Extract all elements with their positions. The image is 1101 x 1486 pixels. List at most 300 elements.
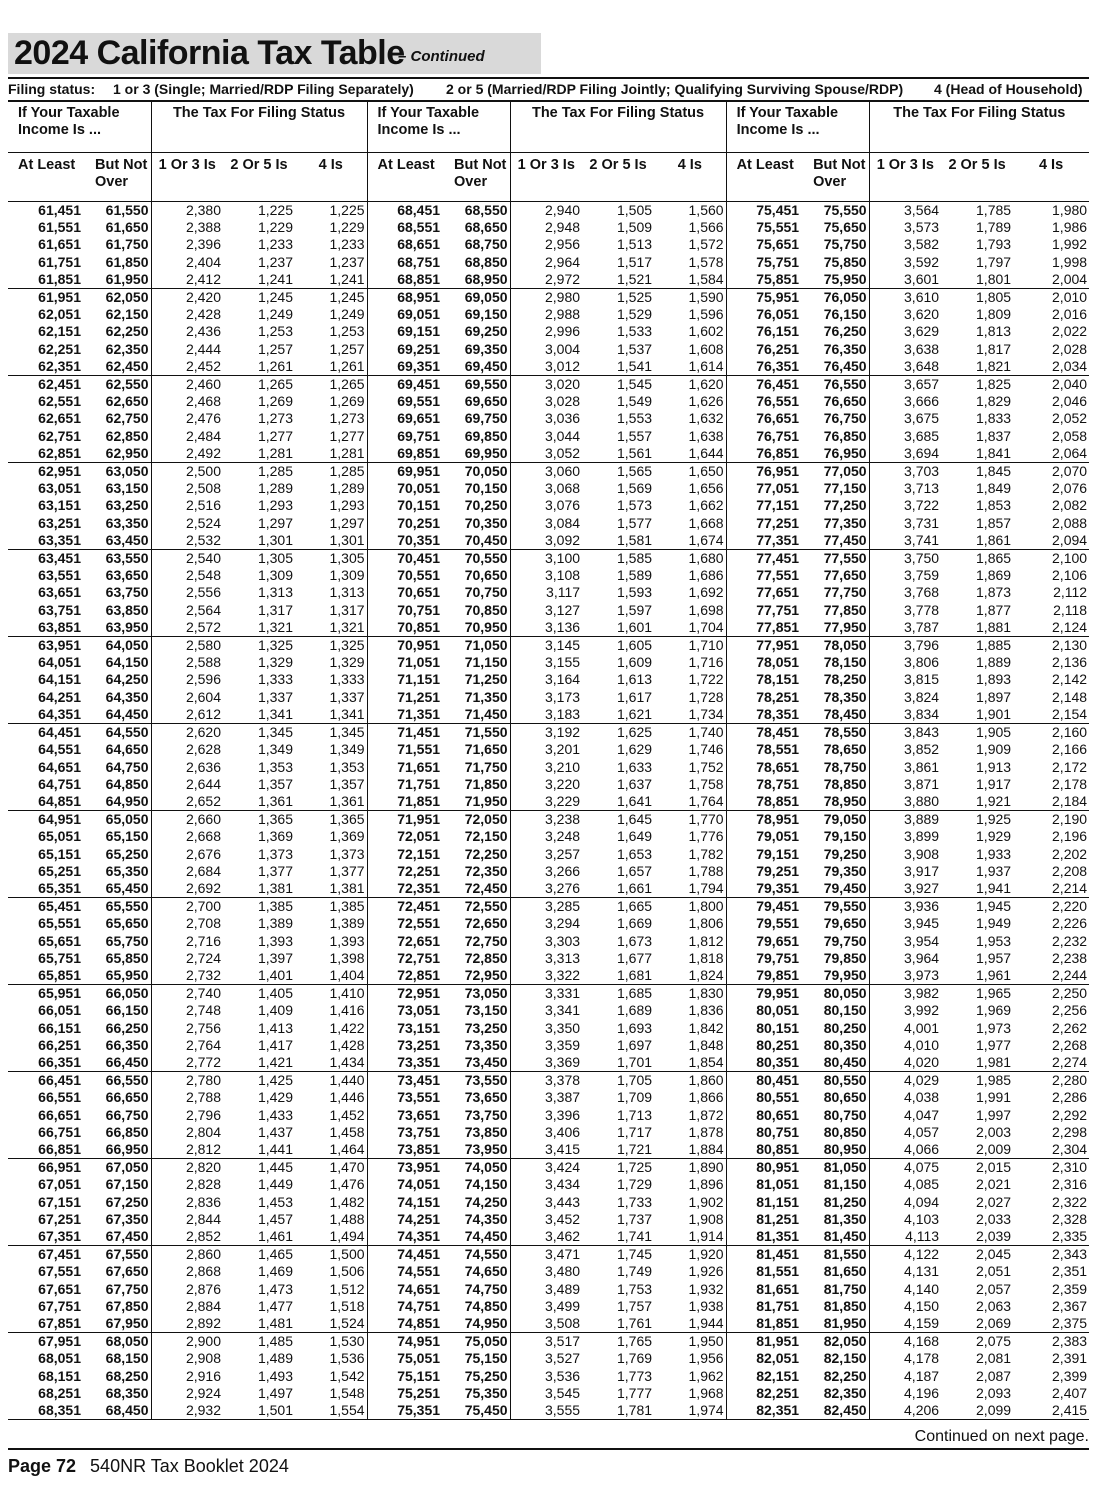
- tax-status-4-cell: 1,752: [688, 758, 724, 775]
- but-not-over-cell: 81,850: [823, 1297, 867, 1314]
- tax-status-4-cell: 1,722: [688, 671, 724, 688]
- tax-status-4-cell: 1,321: [329, 618, 365, 635]
- tax-status-4-cell: 1,860: [654, 1072, 726, 1090]
- tax-status-4-cell: 1,269: [329, 393, 365, 410]
- tax-status-2-5-cell: 1,461: [257, 1227, 293, 1244]
- tax-status-1-3-cell: 3,462: [510, 1228, 582, 1246]
- tax-status-4-cell: 1,770: [654, 811, 726, 829]
- tax-status-4-cell: 1,848: [688, 1036, 724, 1053]
- tax-status-2-5-cell: 2,027: [976, 1193, 1012, 1210]
- tax-status-2-5-cell: 1,625: [582, 724, 654, 742]
- tax-status-1-3-cell: 3,068: [510, 480, 582, 497]
- tax-status-2-5-cell: 1,237: [257, 253, 293, 270]
- tax-status-1-3-cell: 3,843: [869, 724, 941, 742]
- tax-status-2-5-cell: 2,003: [976, 1123, 1012, 1140]
- at-least-cell: 62,351: [38, 357, 81, 374]
- but-not-over-cell: 63,150: [105, 480, 149, 497]
- tax-status-4-cell: 1,698: [688, 601, 724, 618]
- but-not-over-cell: 62,950: [105, 444, 149, 461]
- filing-status-option-2: 2 or 5 (Married/RDP Filing Jointly; Qualifying Surviving Spouse/RDP): [446, 81, 904, 97]
- tax-status-4-cell: 1,482: [329, 1193, 365, 1210]
- tax-status-2-5-cell: 1,305: [223, 550, 295, 568]
- tax-status-4-cell: 2,178: [1052, 775, 1088, 792]
- at-least-cell: 74,651: [367, 1281, 444, 1298]
- table-row: [8, 1368, 1089, 1385]
- tax-status-2-5-cell: 1,473: [257, 1280, 293, 1297]
- at-least-cell: 77,351: [726, 532, 803, 550]
- at-least-cell: 79,251: [726, 863, 803, 880]
- but-not-over-cell: 61,550: [105, 202, 149, 218]
- but-not-over-cell: 69,150: [464, 306, 508, 323]
- tax-status-4-cell: 1,932: [688, 1280, 724, 1297]
- but-not-over-cell: 71,950: [464, 792, 508, 809]
- at-least-cell: 66,551: [38, 1089, 81, 1106]
- at-least-cell: 62,551: [38, 393, 81, 410]
- tax-status-4-cell: 2,244: [1052, 966, 1088, 983]
- but-not-over-cell: 65,550: [85, 898, 151, 916]
- at-least-cell: 73,051: [367, 1002, 444, 1019]
- tax-status-1-3-cell: 3,666: [869, 393, 941, 410]
- but-not-over-cell: 68,450: [85, 1402, 151, 1420]
- tax-status-4-cell: 2,022: [1052, 323, 1088, 340]
- but-not-over-cell: 75,350: [464, 1384, 508, 1401]
- table-row: [8, 532, 1089, 550]
- tax-status-2-5-cell: 1,865: [941, 550, 1013, 568]
- but-not-over-cell: 79,150: [823, 828, 867, 845]
- tax-status-4-cell: 2,040: [1013, 376, 1089, 394]
- tax-status-4-cell: 1,410: [295, 985, 367, 1003]
- tax-status-2-5-cell: 1,553: [616, 410, 653, 427]
- at-least-cell: 71,251: [367, 689, 444, 706]
- but-not-over-cell: 72,750: [464, 932, 508, 949]
- tax-status-1-3-cell: 3,834: [869, 706, 941, 724]
- tax-status-1-3-cell: 3,257: [510, 846, 582, 863]
- but-not-over-cell: 66,750: [105, 1106, 149, 1123]
- tax-status-4-cell: 1,980: [1052, 202, 1088, 218]
- but-not-over-cell: 74,150: [464, 1176, 508, 1193]
- filing-status-option-3: 4 (Head of Household): [934, 81, 1083, 97]
- at-least-cell: 64,451: [8, 724, 85, 742]
- tax-status-1-3-cell: 2,564: [151, 602, 223, 619]
- at-least-cell: 70,951: [367, 637, 444, 655]
- but-not-over-cell: 68,550: [464, 202, 508, 218]
- but-not-over-cell: 68,650: [464, 219, 508, 236]
- at-least-cell: 66,251: [38, 1036, 81, 1053]
- but-not-over-cell: 81,750: [823, 1280, 867, 1297]
- but-not-over-cell: 68,250: [105, 1367, 149, 1384]
- at-least-cell: 66,751: [38, 1123, 81, 1140]
- tax-status-2-5-cell: 2,051: [976, 1263, 1012, 1280]
- at-least-cell: 72,651: [367, 933, 444, 950]
- at-least-cell: 76,951: [726, 463, 803, 481]
- tax-status-1-3-cell: 2,540: [151, 550, 223, 568]
- tax-status-4-cell: 2,268: [1052, 1036, 1088, 1053]
- tax-status-4-cell: 1,434: [329, 1053, 365, 1070]
- tax-status-1-3-cell: 3,750: [869, 550, 941, 568]
- but-not-over-cell: 62,750: [105, 410, 149, 427]
- but-not-over-cell: 67,950: [105, 1315, 149, 1331]
- tax-status-2-5-cell: 1,929: [976, 828, 1012, 845]
- tax-status-4-cell: 1,644: [688, 444, 724, 461]
- but-not-over-cell: 75,550: [823, 202, 867, 218]
- tax-status-1-3-cell: 3,703: [869, 463, 941, 481]
- tax-status-4-cell: 1,878: [688, 1123, 724, 1140]
- tax-status-2-5-cell: 1,805: [941, 289, 1013, 307]
- tax-status-4-cell: 2,046: [1052, 393, 1088, 410]
- but-not-over-cell: 66,050: [85, 985, 151, 1003]
- but-not-over-cell: 79,650: [823, 915, 867, 932]
- table-row: [8, 323, 1089, 340]
- but-not-over-cell: 63,050: [85, 463, 151, 481]
- tax-status-2-5-cell: 1,573: [616, 497, 653, 514]
- tax-status-2-5-cell: 1,921: [976, 792, 1012, 809]
- tax-status-4-cell: 2,052: [1052, 410, 1088, 427]
- tax-status-2-5-cell: 1,869: [976, 567, 1012, 584]
- tax-status-2-5-cell: 1,817: [976, 340, 1012, 357]
- tax-status-2-5-cell: 1,801: [976, 270, 1012, 287]
- at-least-cell: 76,751: [726, 428, 803, 445]
- tax-status-4-cell: 2,064: [1052, 444, 1088, 461]
- tax-status-1-3-cell: 2,940: [510, 202, 582, 220]
- table-row: [8, 898, 1089, 916]
- tax-status-1-3-cell: 2,412: [151, 271, 223, 289]
- at-least-cell: 80,951: [726, 1159, 803, 1177]
- tax-status-2-5-cell: 1,345: [223, 724, 295, 742]
- but-not-over-cell: 79,950: [823, 966, 867, 983]
- at-least-cell: 67,751: [38, 1297, 81, 1314]
- tax-status-4-cell: 1,281: [329, 444, 365, 461]
- at-least-cell: 77,551: [726, 567, 803, 584]
- at-least-cell: 67,051: [38, 1176, 81, 1193]
- tax-status-4-cell: 1,325: [295, 637, 367, 655]
- at-least-cell: 77,851: [726, 619, 803, 637]
- tax-status-4-cell: 1,313: [329, 584, 365, 601]
- tax-status-2-5-cell: 1,301: [257, 531, 293, 548]
- at-least-cell: 63,951: [8, 637, 85, 655]
- tax-status-1-3-cell: 3,052: [510, 445, 582, 463]
- table-row: [8, 202, 1089, 220]
- tax-status-4-cell: 2,399: [1052, 1367, 1088, 1384]
- tax-status-1-3-cell: 3,908: [869, 846, 941, 863]
- tax-status-2-5-cell: 1,297: [257, 514, 293, 531]
- tax-status-1-3-cell: 4,103: [869, 1211, 941, 1228]
- at-least-cell: 72,451: [367, 898, 444, 916]
- tax-status-1-3-cell: 2,900: [151, 1333, 223, 1351]
- tax-status-1-3-cell: 2,660: [151, 811, 223, 829]
- tax-status-2-5-cell: 1,649: [616, 828, 653, 845]
- but-not-over-cell: 61,850: [105, 253, 149, 270]
- tax-status-1-3-cell: 3,564: [869, 202, 941, 220]
- tax-status-4-cell: 1,361: [329, 792, 365, 809]
- but-not-over-cell: 79,550: [803, 898, 869, 916]
- at-least-cell: 72,051: [367, 828, 444, 845]
- at-least-cell: 72,751: [367, 950, 444, 967]
- tax-status-1-3-cell: 3,973: [869, 967, 941, 985]
- tax-status-1-3-cell: 4,140: [869, 1281, 941, 1298]
- tax-status-2-5-cell: 1,873: [976, 584, 1012, 601]
- tax-table-body: [8, 202, 1089, 1420]
- tax-status-2-5-cell: 1,453: [257, 1193, 293, 1210]
- tax-status-1-3-cell: 2,812: [151, 1141, 223, 1159]
- tax-status-4-cell: 1,452: [329, 1106, 365, 1123]
- tax-status-4-cell: 1,237: [329, 253, 365, 270]
- tax-status-2-5-cell: 1,697: [616, 1036, 653, 1053]
- tax-status-1-3-cell: 2,636: [151, 759, 223, 776]
- tax-status-2-5-cell: 2,069: [976, 1315, 1012, 1331]
- tax-status-4-cell: 1,265: [295, 376, 367, 394]
- filing-status-label: Filing status:: [8, 81, 96, 97]
- but-not-over-header: But Not Over: [444, 153, 510, 202]
- tax-status-1-3-cell: 3,508: [510, 1315, 582, 1333]
- at-least-cell: 74,051: [367, 1176, 444, 1193]
- tax-status-2-5-cell: 1,729: [616, 1176, 653, 1193]
- at-least-cell: 67,451: [8, 1246, 85, 1264]
- tax-status-4-cell: 1,728: [688, 688, 724, 705]
- tax-status-4-cell: 1,253: [329, 323, 365, 340]
- tax-status-2-5-cell: 1,489: [257, 1350, 293, 1367]
- tax-status-2-5-cell: 1,701: [616, 1053, 653, 1070]
- tax-status-4-cell: 2,328: [1052, 1210, 1088, 1227]
- at-least-cell: 69,151: [367, 323, 444, 340]
- tax-status-1-3-cell: 2,652: [151, 793, 223, 811]
- but-not-over-cell: 71,850: [464, 775, 508, 792]
- tax-status-2-5-cell: 1,549: [616, 393, 653, 410]
- tax-status-4-cell: 1,512: [329, 1280, 365, 1297]
- at-least-cell: 68,851: [367, 271, 444, 289]
- tax-status-4-cell: 1,620: [654, 376, 726, 394]
- table-row: [8, 1263, 1089, 1280]
- but-not-over-cell: 78,850: [823, 775, 867, 792]
- but-not-over-cell: 80,850: [823, 1123, 867, 1140]
- but-not-over-cell: 63,650: [105, 567, 149, 584]
- at-least-cell: 67,151: [38, 1193, 81, 1210]
- at-least-cell: 61,751: [38, 253, 81, 270]
- at-least-cell: 64,951: [8, 811, 85, 829]
- tax-status-1-3-cell: 2,932: [151, 1402, 223, 1420]
- tax-status-2-5-cell: 1,561: [616, 444, 653, 461]
- tax-status-1-3-cell: 2,468: [151, 393, 223, 410]
- but-not-over-cell: 80,750: [823, 1106, 867, 1123]
- table-row: [8, 393, 1089, 410]
- status-4-header: 4 Is: [295, 153, 367, 202]
- status-2-5-header: 2 Or 5 Is: [941, 153, 1013, 202]
- table-row: [8, 1350, 1089, 1367]
- tax-status-4-cell: 1,926: [688, 1263, 724, 1280]
- at-least-cell: 80,651: [726, 1107, 803, 1124]
- tax-status-2-5-cell: 1,861: [976, 531, 1012, 548]
- but-not-over-cell: 78,750: [823, 758, 867, 775]
- but-not-over-cell: 71,250: [464, 671, 508, 688]
- tax-status-2-5-cell: 1,917: [976, 775, 1012, 792]
- tax-group-header: The Tax For Filing Status: [869, 102, 1089, 153]
- at-least-cell: 82,351: [726, 1402, 803, 1420]
- tax-status-2-5-cell: 1,397: [257, 949, 293, 966]
- tax-status-2-5-cell: 1,849: [976, 480, 1012, 497]
- but-not-over-cell: 81,050: [803, 1159, 869, 1177]
- but-not-over-cell: 63,550: [85, 550, 151, 568]
- at-least-cell: 63,051: [38, 480, 81, 497]
- at-least-cell: 73,851: [367, 1141, 444, 1159]
- at-least-cell: 79,451: [726, 898, 803, 916]
- tax-status-2-5-cell: 1,401: [257, 966, 293, 983]
- tax-status-1-3-cell: 2,500: [151, 463, 223, 481]
- tax-status-4-cell: 2,094: [1052, 531, 1088, 548]
- at-least-cell: 70,851: [367, 619, 444, 637]
- tax-status-2-5-cell: 1,409: [257, 1002, 293, 1019]
- tax-status-4-cell: 2,154: [1052, 705, 1088, 722]
- at-least-cell: 68,051: [38, 1350, 81, 1367]
- tax-status-4-cell: 2,280: [1013, 1072, 1089, 1090]
- tax-status-1-3-cell: 3,183: [510, 706, 582, 724]
- tax-status-2-5-cell: 1,753: [616, 1280, 653, 1297]
- tax-status-2-5-cell: 1,641: [616, 792, 653, 809]
- tax-status-2-5-cell: 1,629: [616, 741, 653, 758]
- at-least-cell: 65,351: [38, 879, 81, 896]
- tax-status-1-3-cell: 3,350: [510, 1020, 582, 1037]
- tax-status-1-3-cell: 2,972: [510, 271, 582, 289]
- status-1-3-header: 1 Or 3 Is: [510, 153, 582, 202]
- but-not-over-cell: 73,650: [464, 1089, 508, 1106]
- tax-status-2-5-cell: 1,361: [257, 792, 293, 809]
- tax-status-2-5-cell: 1,441: [257, 1140, 293, 1157]
- tax-status-2-5-cell: 1,765: [582, 1333, 654, 1351]
- tax-status-4-cell: 1,686: [688, 567, 724, 584]
- but-not-over-cell: 66,850: [105, 1123, 149, 1140]
- but-not-over-cell: 74,350: [464, 1210, 508, 1227]
- tax-status-4-cell: 1,656: [688, 480, 724, 497]
- but-not-over-cell: 63,250: [105, 497, 149, 514]
- tax-status-4-cell: 1,854: [688, 1053, 724, 1070]
- tax-status-2-5-cell: 1,253: [257, 323, 293, 340]
- table-row: [8, 497, 1089, 514]
- but-not-over-cell: 76,050: [803, 289, 869, 307]
- but-not-over-cell: 65,350: [105, 862, 149, 879]
- tax-status-1-3-cell: 3,369: [510, 1054, 582, 1072]
- tax-status-2-5-cell: 2,087: [976, 1367, 1012, 1384]
- tax-status-4-cell: 2,304: [1052, 1140, 1088, 1157]
- tax-status-1-3-cell: 2,604: [151, 689, 223, 706]
- tax-status-2-5-cell: 1,881: [976, 618, 1012, 635]
- at-least-cell: 69,751: [367, 428, 444, 445]
- tax-status-4-cell: 1,422: [329, 1019, 365, 1036]
- tax-status-1-3-cell: 4,178: [869, 1350, 941, 1367]
- tax-status-1-3-cell: 2,948: [510, 219, 582, 236]
- at-least-cell: 80,051: [726, 1002, 803, 1019]
- table-row: [8, 306, 1089, 323]
- but-not-over-cell: 76,950: [823, 444, 867, 461]
- at-least-cell: 81,751: [726, 1298, 803, 1315]
- tax-status-1-3-cell: 3,954: [869, 933, 941, 950]
- at-least-cell: 72,951: [367, 985, 444, 1003]
- header-row-groups: [8, 102, 1089, 153]
- tax-status-4-cell: 1,305: [295, 550, 367, 568]
- but-not-over-cell: 75,050: [444, 1333, 510, 1351]
- tax-status-4-cell: 1,289: [329, 480, 365, 497]
- tax-status-2-5-cell: 1,737: [616, 1210, 653, 1227]
- at-least-cell: 78,051: [726, 654, 803, 671]
- tax-status-1-3-cell: 3,555: [510, 1402, 582, 1420]
- tax-status-1-3-cell: 3,084: [510, 515, 582, 532]
- at-least-cell: 80,251: [726, 1037, 803, 1054]
- tax-status-2-5-cell: 1,261: [257, 357, 293, 374]
- tax-status-4-cell: 1,536: [329, 1350, 365, 1367]
- tax-status-2-5-cell: 1,905: [941, 724, 1013, 742]
- tax-status-1-3-cell: 4,085: [869, 1176, 941, 1193]
- at-least-cell: 75,451: [726, 202, 803, 220]
- table-row: [8, 480, 1089, 497]
- tax-status-4-cell: 2,335: [1052, 1227, 1088, 1244]
- status-1-3-header: 1 Or 3 Is: [869, 153, 941, 202]
- tax-status-2-5-cell: 1,245: [223, 289, 295, 307]
- tax-status-4-cell: 1,464: [329, 1140, 365, 1157]
- but-not-over-cell: 72,550: [444, 898, 510, 916]
- tax-status-4-cell: 1,440: [295, 1072, 367, 1090]
- at-least-cell: 74,551: [367, 1263, 444, 1280]
- tax-status-1-3-cell: 3,536: [510, 1368, 582, 1385]
- at-least-cell: 74,751: [367, 1298, 444, 1315]
- tax-status-4-cell: 1,602: [688, 323, 724, 340]
- tax-status-2-5-cell: 1,241: [257, 270, 293, 287]
- tax-status-2-5-cell: 1,541: [616, 357, 653, 374]
- tax-status-1-3-cell: 3,210: [510, 759, 582, 776]
- at-least-cell: 67,851: [38, 1315, 81, 1331]
- tax-status-4-cell: 1,548: [329, 1384, 365, 1401]
- tax-status-1-3-cell: 4,206: [869, 1402, 941, 1420]
- tax-status-4-cell: 1,572: [688, 236, 724, 253]
- tax-table: [8, 102, 1089, 1420]
- but-not-over-cell: 61,650: [105, 219, 149, 236]
- tax-status-2-5-cell: 1,673: [616, 932, 653, 949]
- table-row: [8, 341, 1089, 358]
- table-row: [8, 376, 1089, 394]
- tax-status-2-5-cell: 1,349: [257, 741, 293, 758]
- at-least-cell: 70,051: [367, 480, 444, 497]
- at-least-header: At Least: [367, 153, 444, 202]
- at-least-cell: 67,251: [38, 1210, 81, 1227]
- tax-status-2-5-cell: 1,465: [223, 1246, 295, 1264]
- at-least-cell: 62,451: [8, 376, 85, 394]
- but-not-over-cell: 69,050: [444, 289, 510, 307]
- tax-status-4-cell: 1,233: [329, 236, 365, 253]
- table-row: [8, 759, 1089, 776]
- table-row: [8, 671, 1089, 688]
- but-not-over-cell: 70,050: [444, 463, 510, 481]
- but-not-over-cell: 71,150: [464, 654, 508, 671]
- at-least-cell: 66,951: [8, 1159, 85, 1177]
- at-least-cell: 72,351: [367, 880, 444, 898]
- tax-status-1-3-cell: 2,988: [510, 306, 582, 323]
- but-not-over-cell: 75,850: [823, 253, 867, 270]
- tax-status-1-3-cell: 3,220: [510, 776, 582, 793]
- at-least-cell: 71,951: [367, 811, 444, 829]
- but-not-over-cell: 73,450: [464, 1053, 508, 1070]
- but-not-over-cell: 79,450: [823, 879, 867, 896]
- tax-status-4-cell: 1,626: [688, 393, 724, 410]
- at-least-cell: 76,551: [726, 393, 803, 410]
- table-row: [8, 236, 1089, 253]
- but-not-over-cell: 70,250: [464, 497, 508, 514]
- but-not-over-cell: 73,850: [464, 1123, 508, 1140]
- tax-status-1-3-cell: 4,066: [869, 1141, 941, 1159]
- tax-status-4-cell: 1,273: [329, 410, 365, 427]
- at-least-cell: 63,251: [38, 514, 81, 531]
- tax-status-2-5-cell: 1,309: [257, 567, 293, 584]
- tax-status-2-5-cell: 1,785: [976, 202, 1012, 218]
- tax-status-1-3-cell: 3,685: [869, 428, 941, 445]
- tax-status-1-3-cell: 4,020: [869, 1054, 941, 1072]
- tax-status-2-5-cell: 1,373: [257, 845, 293, 862]
- tax-status-2-5-cell: 1,481: [257, 1315, 293, 1331]
